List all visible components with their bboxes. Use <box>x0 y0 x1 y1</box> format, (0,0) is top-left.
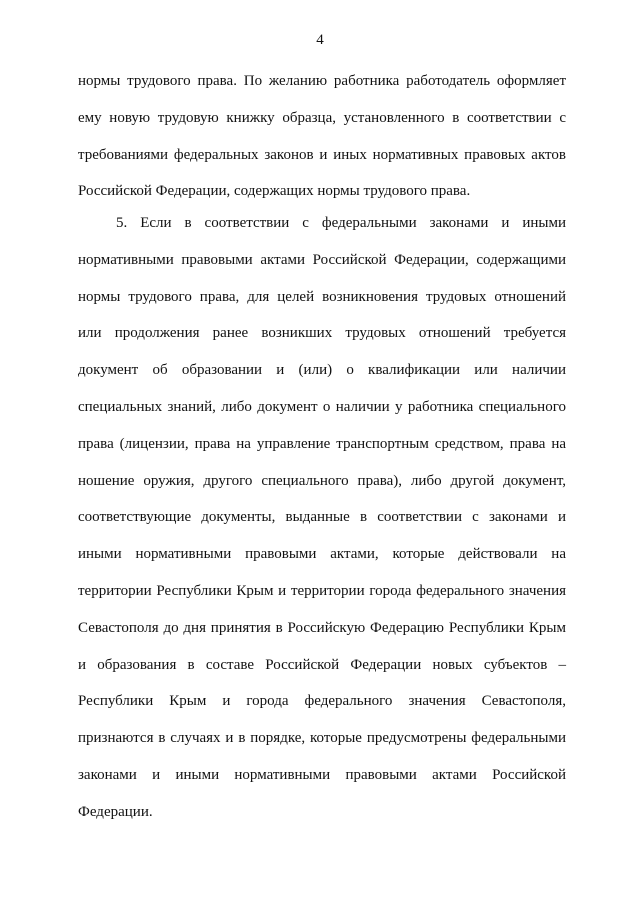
paragraph-line: нормы трудового права, для целей возникновения трудовых отношений <box>78 288 566 305</box>
paragraph-line: или продолжения ранее возникших трудовых отношений требуется <box>78 325 566 342</box>
paragraph-line: Российской Федерации, содержащих нормы трудового права. <box>78 183 471 200</box>
page-number: 4 <box>316 32 324 48</box>
paragraph-line: иными нормативными правовыми актами, которые действовали на <box>78 546 566 563</box>
paragraph-line: 5. Если в соответствии с федеральными законами и иными <box>116 215 566 231</box>
paragraph-line: и образования в составе Российской Федерации новых субъектов – <box>78 656 566 673</box>
paragraph-1 <box>78 63 566 210</box>
paragraph-line: требованиями федеральных законов и иных нормативных правовых актов <box>78 146 566 163</box>
paragraph-line: Севастополя до дня принятия в Российскую Федерацию Республики Крым <box>78 619 566 636</box>
paragraph-line: Федерации. <box>78 803 153 820</box>
paragraph-line: Республики Крым и города федерального значения Севастополя, <box>78 693 566 710</box>
paragraph-line: права (лицензии, права на управление транспортным средством, права на <box>78 435 566 452</box>
paragraph-line: ношение оружия, другого специального права), либо другой документ, <box>78 472 566 489</box>
paragraph-line: нормы трудового права. По желанию работника работодатель оформляет <box>78 73 566 89</box>
paragraph-line: соответствующие документы, выданные в соответствии с законами и <box>78 509 566 526</box>
paragraph-line: документ об образовании и (или) о квалификации или наличии <box>78 362 566 379</box>
paragraph-line: территории Республики Крым и территории города федерального значения <box>78 582 566 599</box>
paragraph-line: признаются в случаях и в порядке, которые предусмотрены федеральными <box>78 730 566 747</box>
paragraph-line: нормативными правовыми актами Российской Федерации, содержащими <box>78 251 566 268</box>
paragraph-line: ему новую трудовую книжку образца, установленного в соответствии с <box>78 109 566 126</box>
paragraph-line: законами и иными нормативными правовыми актами Российской <box>78 766 566 783</box>
paragraph-2 <box>78 205 566 831</box>
paragraph-line: специальных знаний, либо документ о наличии у работника специального <box>78 398 566 415</box>
